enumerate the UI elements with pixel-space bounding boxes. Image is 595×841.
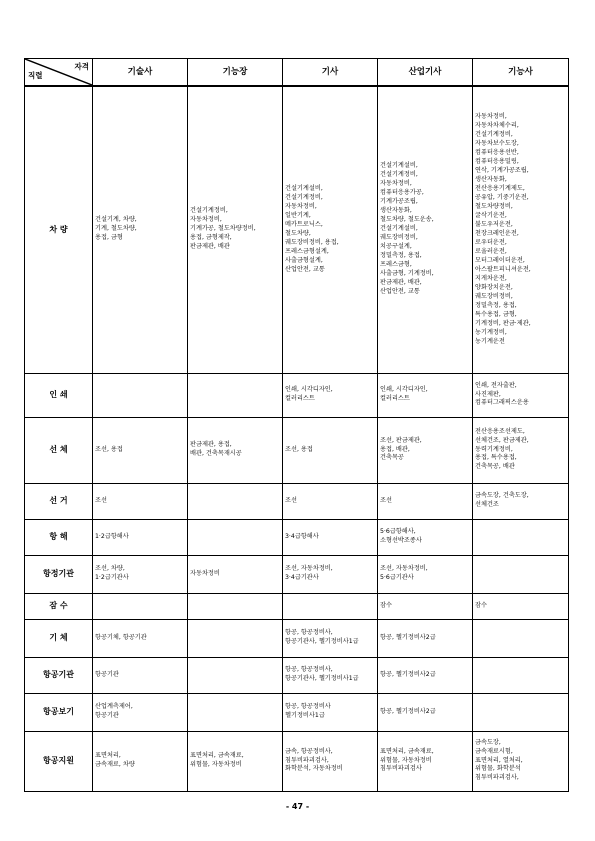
table-cell [283, 86, 378, 373]
table-cell [378, 555, 473, 593]
column-header: 기능장 [188, 59, 283, 87]
table-cell [473, 417, 569, 483]
table-cell [188, 657, 283, 693]
cell-text: 건설기계, 차량, 기계, 철도차량, 용접, 금형 [95, 216, 137, 242]
cell-text: 건설기계설비, 건설기계정비, 자동차정비, 컴퓨터응용가공, 기계가공조립, 생산자동화, 철도차량, 철도운송, 건설기계설비, 궤도장비정비, 치공구설계, 정밀측정, 용접, 프레스금형, 사출금형, 기계정비, 판금제관, 배관, 산업안전, 교통 [380, 162, 434, 296]
table-cell [283, 657, 378, 693]
table-cell [473, 86, 569, 373]
table-cell [473, 519, 569, 555]
table-cell [93, 555, 188, 593]
table-cell [188, 731, 283, 791]
table-cell [93, 619, 188, 657]
cell-text: 항공, 항공정비사, 항공기관사, 헬기정비사1급 [285, 629, 359, 645]
cell-text: 항공기관 [95, 670, 119, 678]
header-row [25, 59, 569, 87]
cell-text: 조선, 자동차정비, 3·4급기관사 [285, 565, 333, 581]
row-label: 선 체 [25, 417, 93, 483]
cell-text: 건설기계설비, 건설기계정비, 자동차정비, 일반기계, 메카트로닉스, 철도차량, 궤도장비정비, 용접, 프레스금형설계, 사출금형설계, 산업안전, 교통 [285, 184, 339, 273]
table-row [25, 693, 569, 731]
table-cell [473, 555, 569, 593]
cell-text: 조선 [285, 496, 297, 504]
cell-text: 항공기체, 항공기관 [95, 633, 147, 641]
table-row [25, 619, 569, 657]
cell-text: 잠수 [475, 601, 487, 609]
cell-text: 전산응용조선제도, 선체건조, 판금제관, 동력기계정비, 용접, 특수용접, 건축목공, 배관 [475, 427, 529, 471]
row-label: 인 쇄 [25, 373, 93, 417]
cell-text: 인쇄, 시각디자인, 컬러리스트 [285, 386, 333, 402]
table-cell [188, 519, 283, 555]
table-cell [473, 731, 569, 791]
cell-text: 조선, 용접 [285, 445, 313, 453]
cell-text: 조선 [380, 496, 392, 504]
corner-header [25, 59, 93, 87]
table-cell [378, 731, 473, 791]
table-cell [93, 593, 188, 619]
table-cell [283, 693, 378, 731]
cell-text: 조선, 차량, 1·2급기관사 [95, 565, 129, 581]
row-label: 잠 수 [25, 593, 93, 619]
row-label: 선 거 [25, 483, 93, 519]
cell-text: 5·6급항해사, 소형선박조종사 [380, 528, 422, 544]
table-cell [473, 593, 569, 619]
table-cell [378, 483, 473, 519]
table-cell [283, 519, 378, 555]
table-cell [378, 593, 473, 619]
column-header: 기술사 [93, 59, 188, 87]
table-cell [378, 86, 473, 373]
column-header: 산업기사 [378, 59, 473, 87]
cell-text: 표면처리, 금속재료, 위험물, 자동차정비 침투비파괴검사 [380, 747, 434, 773]
cell-text: 조선, 용접 [95, 445, 123, 453]
cell-text: 표면처리, 금속재료, 차량 [95, 752, 135, 768]
cell-text: 1·2급항해사 [95, 532, 129, 540]
cell-text: 조선 [95, 496, 107, 504]
table-row [25, 731, 569, 791]
table-cell [283, 731, 378, 791]
row-label: 항공보기 [25, 693, 93, 731]
row-label: 항공지원 [25, 731, 93, 791]
table-cell [378, 693, 473, 731]
table-row [25, 86, 569, 373]
table-cell [188, 593, 283, 619]
table-cell [93, 693, 188, 731]
table-cell [93, 519, 188, 555]
table-cell [188, 619, 283, 657]
cell-text: 항공, 헬기정비사2급 [380, 707, 436, 715]
table-cell [188, 693, 283, 731]
cell-text: 금속도장, 건축도장, 선체건조 [475, 492, 529, 508]
cell-text: 항공, 헬기정비사2급 [380, 633, 436, 641]
table-row [25, 417, 569, 483]
cell-text: 금속, 항공정비사, 침투비파괴검사, 화학분석, 자동차정비 [285, 747, 343, 773]
corner-top-label: 자격 [74, 62, 89, 71]
cell-text: 조선, 자동차정비, 5·6급기관사 [380, 565, 428, 581]
row-label: 항정기관 [25, 555, 93, 593]
table-cell [283, 555, 378, 593]
table-cell [378, 519, 473, 555]
table-cell [378, 417, 473, 483]
cell-text: 인쇄, 시각디자인, 컬러리스트 [380, 386, 428, 402]
column-header: 기사 [283, 59, 378, 87]
row-label: 항공기관 [25, 657, 93, 693]
table-cell [378, 657, 473, 693]
table-row [25, 519, 569, 555]
cell-text: 인쇄, 전자출판, 사진제판, 컴퓨터그래픽스운용 [475, 381, 529, 407]
cell-text: 조선, 판금제관, 용접, 배관, 건축목공 [380, 436, 422, 462]
table-row [25, 555, 569, 593]
table-cell [283, 417, 378, 483]
cell-text: 3·4급항해사 [285, 532, 319, 540]
table-cell [93, 657, 188, 693]
table-cell [473, 619, 569, 657]
table-cell [93, 373, 188, 417]
cell-text: 표면처리, 금속재료, 위험물, 자동차정비 [190, 752, 244, 768]
table-cell [473, 483, 569, 519]
table-cell [188, 373, 283, 417]
table-cell [378, 619, 473, 657]
column-header: 기능사 [473, 59, 569, 87]
table-cell [283, 593, 378, 619]
table-cell [188, 483, 283, 519]
cell-text: 산업계측제어, 항공기관 [95, 703, 133, 719]
table-cell [378, 373, 473, 417]
table-row [25, 593, 569, 619]
table-cell [93, 731, 188, 791]
cell-text: 자동차정비, 자동차차체수리, 건설기계정비, 자동차보수도장, 컴퓨터응용선반, 컴퓨터응용밀링, 연삭, 기계가공조립, 생산자동화, 전산응용기계제도, 공유압, 기중기운전, 철도차량정비, 굴삭기운전, 불도우저운전, 천장크레인운전, 로우더운전, 로울러운전, 모터그레이더운전, 아스팔트피니셔운전, 지게차운전, 양화장치운전, 궤도장비정비, 정밀측정, 용접, 특수용접, 금형, 기계정비, 판금·제관, 농기계정비, 농기계운전 [475, 112, 531, 345]
table-cell [93, 86, 188, 373]
row-label: 차 량 [25, 86, 93, 373]
cell-text: 판금제관, 용접, 배관, 건축목재시공 [190, 441, 242, 457]
table-cell [93, 483, 188, 519]
table-cell [188, 86, 283, 373]
cell-text: 자동차정비 [190, 569, 220, 577]
table-cell [188, 555, 283, 593]
cell-text: 금속도장, 금속재료시험, 표면처리, 열처리, 위험물, 화학분석 침투비파괴검사, [475, 738, 523, 782]
table-cell [93, 417, 188, 483]
row-label: 항 해 [25, 519, 93, 555]
table-cell [473, 693, 569, 731]
table-cell [473, 657, 569, 693]
table-cell [283, 483, 378, 519]
table-cell [283, 619, 378, 657]
table-cell [188, 417, 283, 483]
table-row [25, 483, 569, 519]
table-cell [283, 373, 378, 417]
row-label: 기 체 [25, 619, 93, 657]
table-row [25, 657, 569, 693]
page-number: - 47 - [285, 802, 310, 811]
cell-text: 건설기계정비, 자동차정비, 기계가공, 철도차량정비, 용접, 금형제작, 판금제관, 배관 [190, 207, 256, 251]
cell-text: 잠수 [380, 601, 392, 609]
cell-text: 항공, 항공정비사, 항공기관사, 헬기정비사1급 [285, 666, 359, 682]
cell-text: 항공, 헬기정비사2급 [380, 670, 436, 678]
table-row [25, 373, 569, 417]
corner-bottom-label: 직렬 [28, 71, 43, 81]
cell-text: 항공, 항공정비사 헬기정비사1급 [285, 703, 331, 719]
qualification-table [24, 58, 569, 792]
table-cell [473, 373, 569, 417]
